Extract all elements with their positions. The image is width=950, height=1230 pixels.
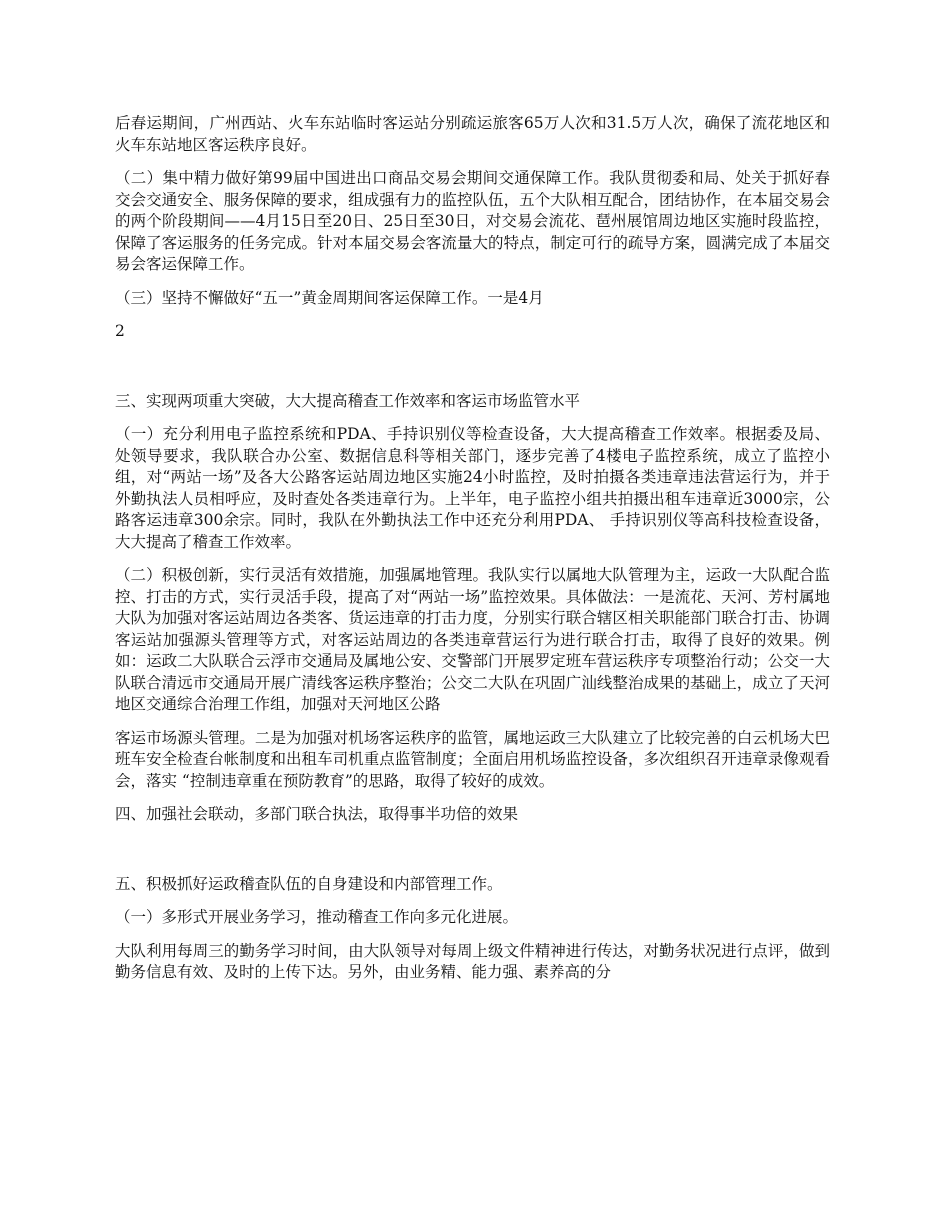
paragraph-airport-supervision: 客运市场源头管理。二是为加强对机场客运秩序的监管，属地运政三大队建立了比较完善的白云机场大巴班车安全检查台帐制度和出租车司机重点监管制度；全面启用机场监控设备，多次组织召开违章录像观看会，落实 “控制违章重在预防教育”的思路，取得了较好的成效。 (115, 728, 830, 790)
paragraph-trade-fair-support: （二）集中精力做好第99届中国进出口商品交易会期间交通保障工作。我队贯彻委和局、处关于抓好春交会交通安全、服务保障的要求，组成强有力的监控队伍，五个大队相互配合，团结协作，在本届交易会的两个阶段期间——4月15日至20日、25日至30日，对交易会流花、琶州展馆周边地区实施时段监控，保障了客运服务的任务完成。针对本届交易会客流量大的特点，制定可行的疏导方案，圆满完成了本届交易会客运保障工作。 (115, 169, 830, 273)
page-break-spacer (115, 355, 830, 391)
section-spacer (115, 838, 830, 874)
section-heading-4: 四、加强社会联动，多部门联合执法，取得事半功倍的效果 (115, 805, 519, 823)
paragraph-weekly-study: 大队利用每周三的勤务学习时间，由大队领导对每周上级文件精神进行传达，对勤务状况进行点评，做到勤务信息有效、及时的上传下达。另外，由业务精、能力强、素养高的分 (115, 941, 830, 981)
document-page (115, 113, 830, 996)
page-number: 2 (115, 322, 125, 340)
paragraph-local-management: （二）积极创新，实行灵活有效措施，加强属地管理。我队实行以属地大队管理为主，运政一大队配合监控、打击的方式，实行灵活手段，提高了对“两站一场”监控效果。具体做法：一是流花、天河、芳村属地大队为加强对客运站周边各类客、货运违章的打击力度，分别实行联合辖区相关职能部门联合打击、协调客运站加强源头管理等方式，对客运站周边的各类违章营运行为进行联合打击，取得了良好的效果。例如：运政二大队联合云浮市交通局及属地公安、交警部门开展罗定班车营运秩序专项整治行动；公交一大队联合清远市交通局开展广清线客运秩序整治；公交二大队在巩固广汕线整治成果的基础上，成立了天河地区交通综合治理工作组，加强对天河地区公路 (115, 566, 830, 713)
section-heading-5: 五、积极抓好运政稽查队伍的自身建设和内部管理工作。 (115, 874, 503, 893)
section-heading-3: 三、实现两项重大突破，大大提高稽查工作效率和客运市场监管水平 (115, 391, 581, 410)
paragraph-may-day-support: （三）坚持不懈做好“五一”黄金周期间客运保障工作。一是4月 (115, 288, 544, 307)
paragraph-spring-transport-summary: 后春运期间，广州西站、火车东站临时客运站分别疏运旅客65万人次和31.5万人次，确保了流花地区和火车东站地区客运秩序良好。 (115, 114, 830, 154)
subheading-business-study: （一）多形式开展业务学习，推动稽查工作向多元化进展。 (115, 908, 519, 926)
paragraph-electronic-monitoring: （一）充分利用电子监控系统和PDA、手持识别仪等检查设备，大大提高稽查工作效率。根据委及局、处领导要求，我队联合办公室、数据信息科等相关部门，逐步完善了4楼电子监控系统，成立了监控小组，对“两站一场”及各大公路客运站周边地区实施24小时监控，及时拍摄各类违章违法营运行为，并于外勤执法人员相呼应，及时查处各类违章行为。上半年，电子监控小组共拍摄出租车违章近3000宗，公路客运违章300余宗。同时，我队在外勤执法工作中还充分利用PDA、 手持识别仪等高科技检查设备，大大提高了稽查工作效率。 (115, 425, 830, 551)
